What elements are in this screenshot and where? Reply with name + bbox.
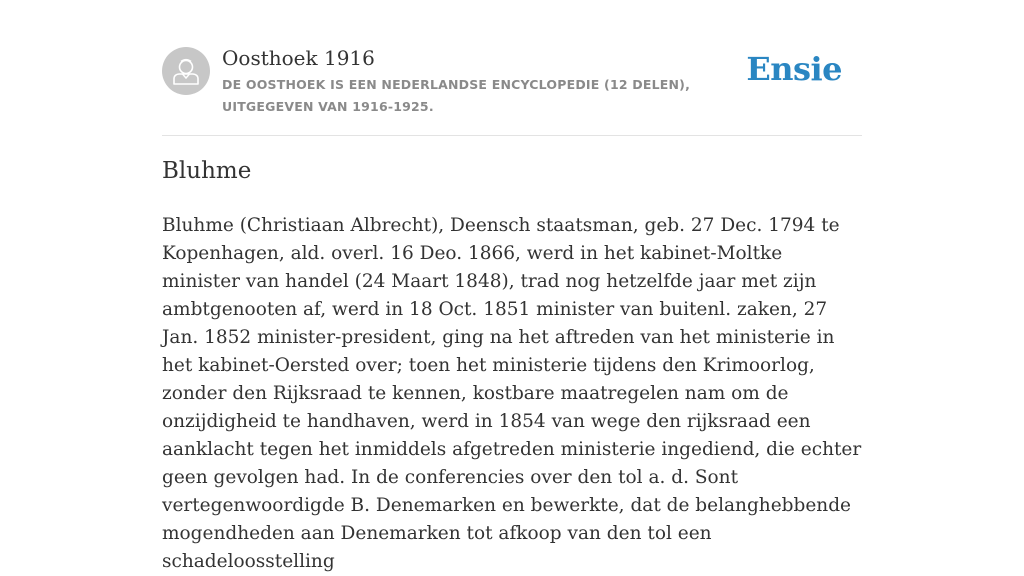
article-title: Bluhme [162,158,252,184]
article-body: Bluhme (Christiaan Albrecht), Deensch staatsman, geb. 27 Dec. 1794 te Kopenhagen, ald. overl. 16 Deo. 1866, werd in het kabinet-Moltke minister van handel (24 Maart 1848), trad nog hetzelfde jaar met zijn ambtgenooten af, werd in 18 Oct. 1851 minister van buitenl. zaken, 27 Jan. 1852 minister-president, ging na het aftreden van het ministerie in het kabinet-Oersted over; toen het ministerie tijdens den Krimoorlog, zonder den Rijksraad te kennen, kostbare maatregelen nam om de onzijdigheid te handhaven, werd in 1854 van wege den rijksraad een aanklacht tegen het inmiddels afgetreden ministerie ingediend, die echter geen gevolgen had. In de conferencies over den tol a. d. Sont vertegenwoordigde B. Denemarken en bewerkte, dat de belanghebbende mogendheden aan Denemarken tot afkoop van den tol een schadeloosstelling [162,215,862,572]
source-header [162,44,862,136]
user-placeholder-icon [162,47,210,95]
source-title[interactable]: Oosthoek 1916 [222,46,375,70]
source-description: DE OOSTHOEK IS EEN NEDERLANDSE ENCYCLOPEDIE (12 DELEN), UITGEGEVEN VAN 1916-1925. [222,77,691,114]
ensie-logo[interactable]: Ensie [746,50,842,88]
